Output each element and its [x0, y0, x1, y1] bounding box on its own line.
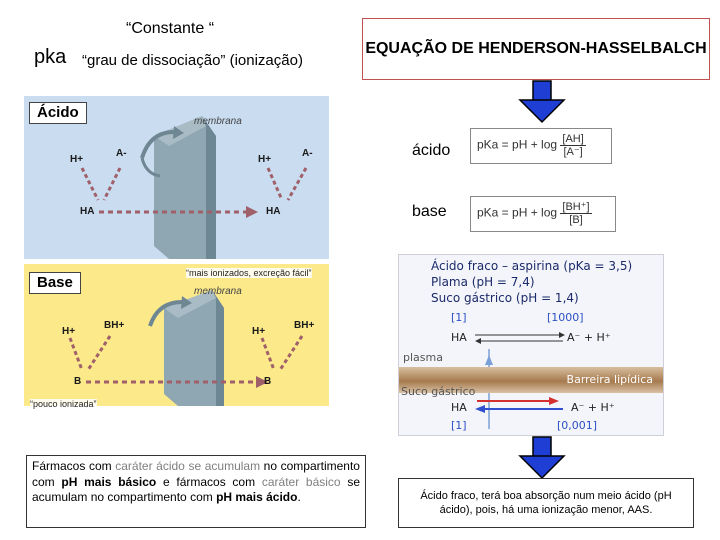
bottom-products: A⁻ + H⁺ [571, 401, 615, 414]
bottom-bracket-right: [0,001] [557, 419, 598, 432]
mais-ionizados-note: “mais ionizados, excreção fácil” [186, 268, 312, 278]
base-left-h: H+ [62, 326, 76, 337]
base-left-bh: BH+ [104, 320, 125, 331]
acid-right-a: A- [302, 148, 313, 159]
henderson-hasselbalch-title-box [362, 18, 710, 80]
conclusion-text: Ácido fraco, terá boa absorção num meio ácido (pH ácido), pois, há uma ionização menor, AAS. [420, 490, 672, 516]
farmacos-text-box [26, 455, 366, 528]
ph-mais-acido-text: pH mais ácido [216, 490, 298, 504]
aspirin-line-1: Ácido fraco – aspirina (pKa = 3,5) [431, 259, 633, 273]
base-equation [470, 196, 616, 232]
lipid-barrier-label: Barreira lipídica [566, 373, 653, 386]
acid-membrane-diagram [24, 96, 329, 259]
base-panel-title: Base [29, 272, 81, 294]
bottom-bracket-left: [1] [451, 419, 467, 432]
acid-left-ha: HA [80, 206, 95, 217]
acid-equation-numerator: [AH] [562, 133, 584, 145]
top-ha: HA [451, 331, 467, 344]
henderson-hasselbalch-title: EQUAÇÃO DE HENDERSON-HASSELBALCH [365, 40, 707, 57]
membrane-label: membrana [194, 286, 242, 297]
down-arrow-icon [518, 80, 566, 124]
acid-panel-title: Ácido [29, 102, 87, 124]
constante-label: “Constante “ [126, 20, 215, 37]
ph-mais-basico-text: pH mais básico [61, 474, 157, 489]
base-left-b: B [74, 376, 82, 387]
top-bracket-right: [1000] [547, 311, 584, 324]
pouco-ionizada-note: “pouco ionizada” [30, 399, 97, 409]
plasma-label: plasma [403, 351, 443, 364]
carater-acido-text: caráter ácido se acumulam [115, 459, 261, 473]
farmacos-part-3: no compartimento com [32, 459, 360, 489]
bottom-ha: HA [451, 401, 467, 414]
base-equation-fraction [560, 201, 591, 226]
base-equation-label: base [412, 203, 447, 220]
base-membrane-diagram [24, 264, 329, 406]
base-right-b: B [264, 376, 272, 387]
grau-dissociacao-label: “grau de dissociação” (ionização) [82, 52, 303, 69]
base-equation-lhs: pKa = pH + log [477, 205, 558, 220]
farmacos-part-9: . [297, 490, 301, 504]
acid-right-h: H+ [258, 154, 272, 165]
top-products: A⁻ + H⁺ [567, 331, 611, 344]
conclusion-box [398, 478, 694, 528]
acid-right-ha: HA [266, 206, 281, 217]
farmacos-part-1: Fármacos com [32, 459, 116, 473]
base-right-h: H+ [252, 326, 266, 337]
acid-equation-lhs: pKa = pH + log [477, 137, 558, 152]
top-bracket-left: [1] [451, 311, 467, 324]
acid-equation-fraction [560, 133, 585, 158]
base-right-bh: BH+ [294, 320, 315, 331]
aspirin-ionization-diagram [398, 254, 664, 436]
farmacos-part-7: se acumulam no compartimento com [32, 474, 361, 504]
gastric-label: Suco gástrico [401, 385, 476, 398]
farmacos-part-5: e fármacos com [156, 474, 262, 489]
acid-equation [470, 128, 612, 164]
aspirin-line-3: Suco gástrico (pH = 1,4) [431, 291, 579, 305]
down-arrow-icon [518, 436, 566, 480]
acid-left-h: H+ [70, 154, 84, 165]
acid-equation-denominator: [A⁻] [563, 146, 583, 158]
membrane-label: membrana [194, 116, 242, 127]
aspirin-line-2: Plama (pH = 7,4) [431, 275, 535, 289]
equilibrium-arrows [399, 255, 664, 436]
carater-basico-text: caráter básico [261, 474, 341, 489]
base-equation-numerator: [BH⁺] [562, 201, 590, 213]
base-equation-denominator: [B] [569, 214, 583, 226]
acid-left-a: A- [116, 148, 127, 159]
acid-equation-label: ácido [412, 142, 451, 159]
pka-label: pka [34, 46, 67, 68]
